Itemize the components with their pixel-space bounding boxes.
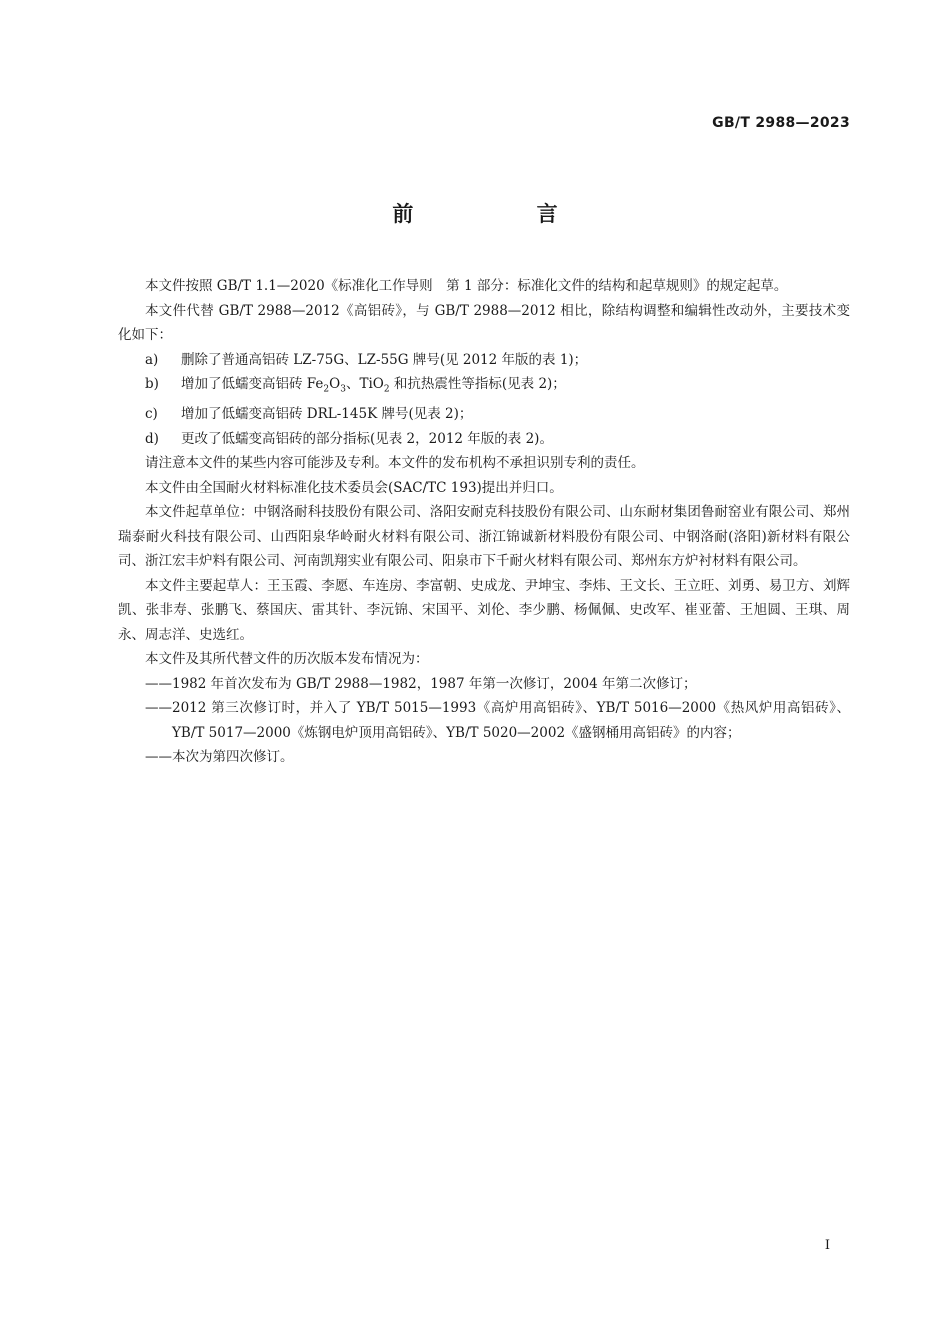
paragraph-history-intro: 本文件及其所代替文件的历次版本发布情况为： bbox=[145, 651, 429, 668]
list-marker: a) bbox=[145, 351, 159, 368]
history-item: ——2012 第三次修订时，并入了 YB/T 5015—1993《高炉用高铝砖》、YB/T 5016—2000《热风炉用高铝砖》、YB/T 5017—2000《炼钢电炉顶用高铝砖》、YB/T 5020—2002《盛钢桶用高铝砖》的内容； bbox=[145, 700, 850, 741]
paragraph-replacement: 本文件代替 GB/T 2988—2012《高铝砖》，与 GB/T 2988—2012 相比，除结构调整和编辑性改动外，主要技术变化如下： bbox=[118, 302, 850, 343]
paragraph-patent-notice: 请注意本文件的某些内容可能涉及专利。本文件的发布机构不承担识别专利的责任。 bbox=[145, 455, 645, 472]
subscript: 2 bbox=[323, 384, 330, 395]
list-item-text: 增加了低蠕变高铝砖 Fe bbox=[181, 376, 324, 392]
paragraph-committee: 本文件由全国耐火材料标准化技术委员会(SAC/TC 193)提出并归口。 bbox=[145, 479, 563, 496]
paragraph-drafting-units: 本文件起草单位：中钢洛耐科技股份有限公司、洛阳安耐克科技股份有限公司、山东耐材集团鲁耐窑业有限公司、郑州瑞泰耐火科技有限公司、山西阳泉华岭耐火材料有限公司、浙江锦诚新材料股份有限公司、中钢洛耐(洛阳)新材料有限公司、浙江宏丰炉料有限公司、河南凯翔实业有限公司、阳泉市下千耐火材料有限公司、郑州东方炉衬材料有限公司。 bbox=[118, 504, 850, 570]
page-title: 前 言 bbox=[392, 202, 616, 226]
list-item-text: 和抗热震性等指标(见表 2)； bbox=[389, 376, 566, 392]
subscript: 3 bbox=[340, 384, 346, 395]
list-item bbox=[118, 348, 850, 373]
list-item-text: 增加了低蠕变高铝砖 DRL-145K 牌号(见表 2)； bbox=[181, 406, 473, 423]
list-item-text: O bbox=[329, 376, 341, 392]
page-number: I bbox=[824, 1238, 830, 1253]
paragraph-drafters: 本文件主要起草人：王玉霞、李愿、车连房、李富朝、史成龙、尹坤宝、李炜、王文长、王立旺、刘勇、易卫方、刘辉凯、张非寿、张鹏飞、蔡国庆、雷其针、李沅锦、宋国平、刘伦、李少鹏、杨佩佩、史改军、崔亚蕾、王旭圆、王琪、周永、周志洋、史选红。 bbox=[118, 577, 850, 643]
paragraph-drafting-rules: 本文件按照 GB/T 1.1—2020《标准化工作导则 第 1 部分：标准化文件的结构和起草规则》的规定起草。 bbox=[145, 278, 788, 294]
list-marker: c) bbox=[145, 406, 158, 423]
list-item bbox=[118, 372, 850, 402]
document-code: GB/T 2988—2023 bbox=[712, 115, 850, 131]
list-item bbox=[118, 427, 850, 452]
list-marker: d) bbox=[145, 430, 159, 447]
history-item: ——1982 年首次发布为 GB/T 2988—1982，1987 年第一次修订，2004 年第二次修订； bbox=[145, 675, 697, 692]
subscript: 2 bbox=[383, 384, 390, 395]
history-item: ——本次为第四次修订。 bbox=[145, 749, 294, 766]
list-item-text: 删除了普通高铝砖 LZ-75G、LZ-55G 牌号(见 2012 年版的表 1)； bbox=[181, 351, 588, 368]
foreword-body bbox=[118, 274, 850, 770]
list-item bbox=[118, 402, 850, 427]
list-item-text: 更改了低蠕变高铝砖的部分指标(见表 2，2012 年版的表 2)。 bbox=[181, 430, 553, 447]
list-item-text: 、TiO bbox=[345, 376, 384, 392]
list-marker: b) bbox=[145, 376, 159, 392]
